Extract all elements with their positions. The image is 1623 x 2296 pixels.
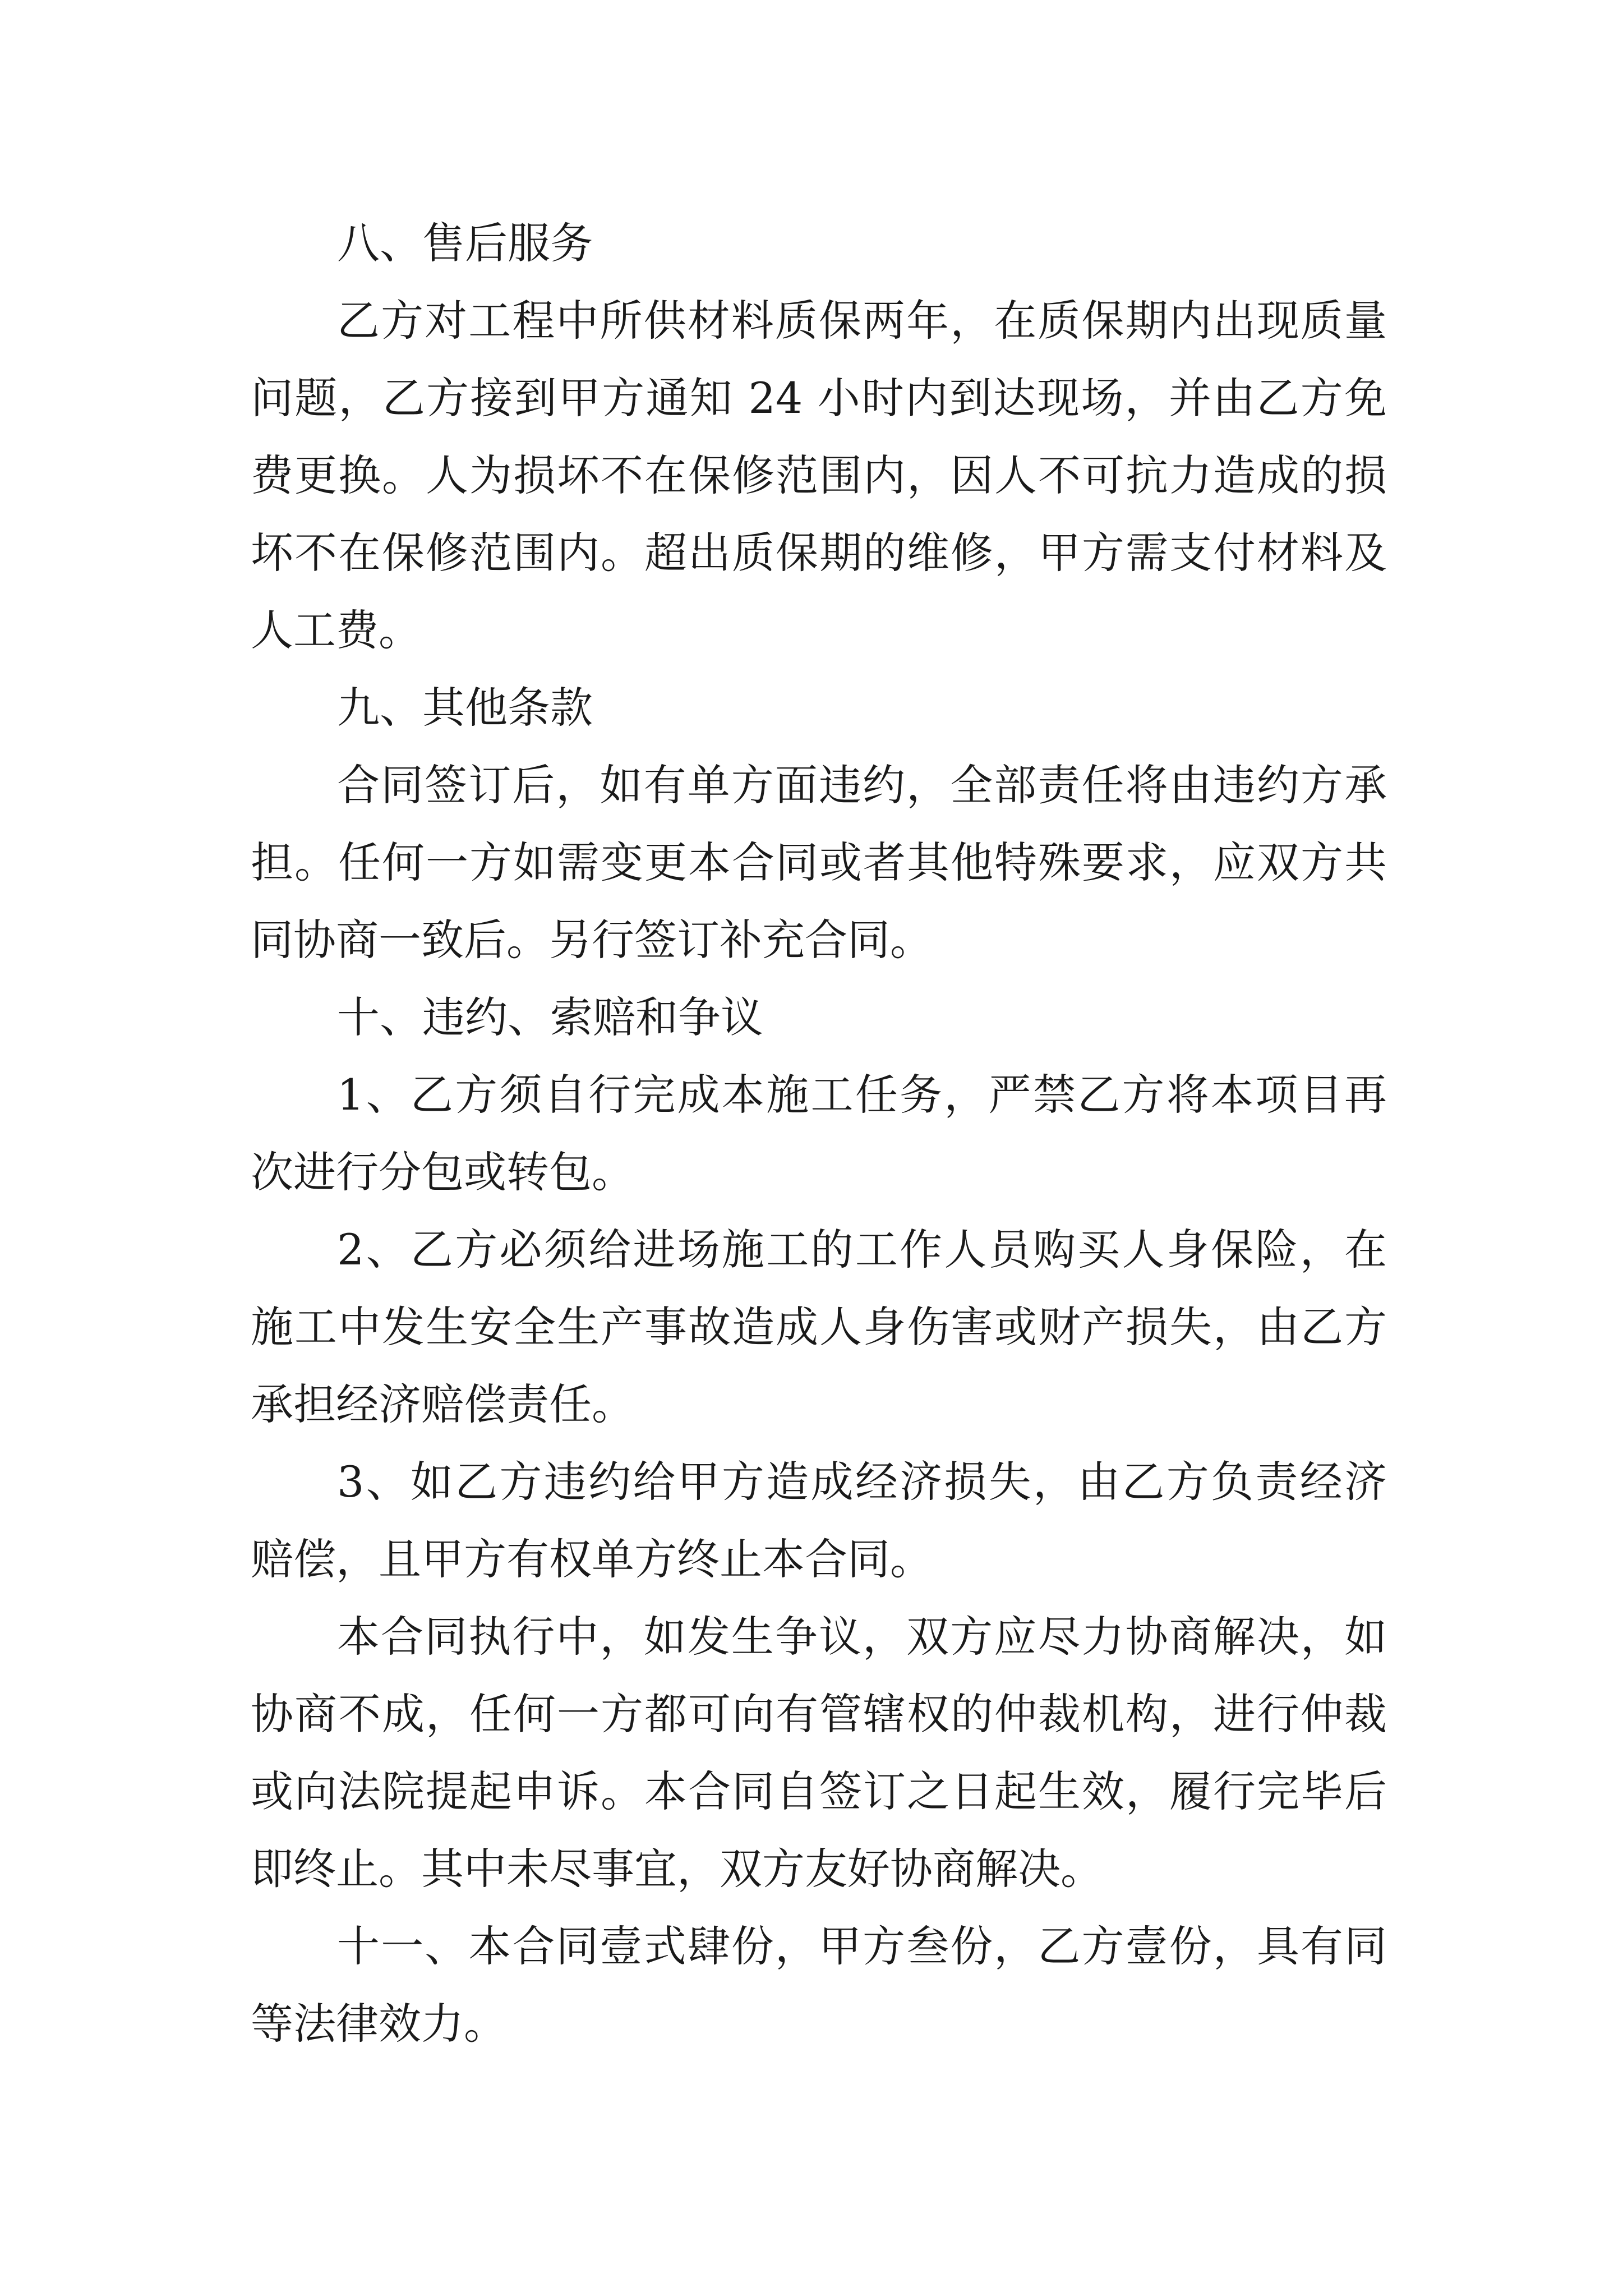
paragraph-line: 本合同执行中，如发生争议，双方应尽力协商解决，如 [337,1612,1387,1662]
section-heading-other-terms [251,669,1387,747]
heading-line: 十、违约、索赔和争议 [337,992,763,1042]
paragraph-line: 合同签订后，如有单方面违约，全部责任将由违约方承 [337,760,1387,810]
paragraph-after-sales [251,282,1387,669]
clause-item-1 [251,1056,1387,1211]
paragraph-line: 或向法院提起申诉。本合同自签订之日起生效，履行完毕后 [251,1766,1387,1816]
paragraph-dispute-resolution [251,1598,1387,1908]
clause-item-3 [251,1443,1387,1598]
section-heading-after-sales [251,205,1387,282]
paragraph-line: 十一、本合同壹式肆份，甲方叁份，乙方壹份，具有同 [337,1921,1387,1971]
heading-line: 八、售后服务 [337,218,593,268]
heading-line: 九、其他条款 [337,683,593,733]
paragraph-line: 坏不在保修范围内。超出质保期的维修，甲方需支付材料及 [251,528,1387,578]
paragraph-line: 担。任何一方如需变更本合同或者其他特殊要求，应双方共 [251,838,1387,887]
paragraph-line: 人工费。 [251,605,421,655]
paragraph-line: 次进行分包或转包。 [251,1147,634,1197]
paragraph-line: 即终止。其中未尽事宜，双方友好协商解决。 [251,1844,1103,1894]
paragraph-line: 等法律效力。 [251,1999,506,2049]
paragraph-line: 同协商一致后。另行签订补充合同。 [251,915,933,965]
clause-item-2 [251,1211,1387,1443]
paragraph-line: 3、如乙方违约给甲方造成经济损失，由乙方负责经济 [337,1457,1387,1507]
paragraph-line: 1、乙方须自行完成本施工任务，严禁乙方将本项目再 [337,1070,1387,1120]
document-body [251,205,1387,2063]
paragraph-line: 乙方对工程中所供材料质保两年，在质保期内出现质量 [337,296,1387,346]
paragraph-line: 承担经济赔偿责任。 [251,1379,634,1429]
paragraph-line: 2、乙方必须给进场施工的工作人员购买人身保险，在 [337,1225,1387,1274]
paragraph-other-terms [251,747,1387,979]
paragraph-line: 问题，乙方接到甲方通知 24 小时内到达现场，并由乙方免 [251,373,1387,423]
paragraph-line: 费更换。人为损坏不在保修范围内，因人不可抗力造成的损 [251,450,1387,500]
paragraph-line: 施工中发生安全生产事故造成人身伤害或财产损失，由乙方 [251,1302,1387,1352]
clause-eleven-copies [251,1908,1387,2063]
section-heading-breach-claims-disputes [251,979,1387,1056]
paragraph-line: 协商不成，任何一方都可向有管辖权的仲裁机构，进行仲裁 [251,1689,1387,1739]
paragraph-line: 赔偿，且甲方有权单方终止本合同。 [251,1534,933,1584]
